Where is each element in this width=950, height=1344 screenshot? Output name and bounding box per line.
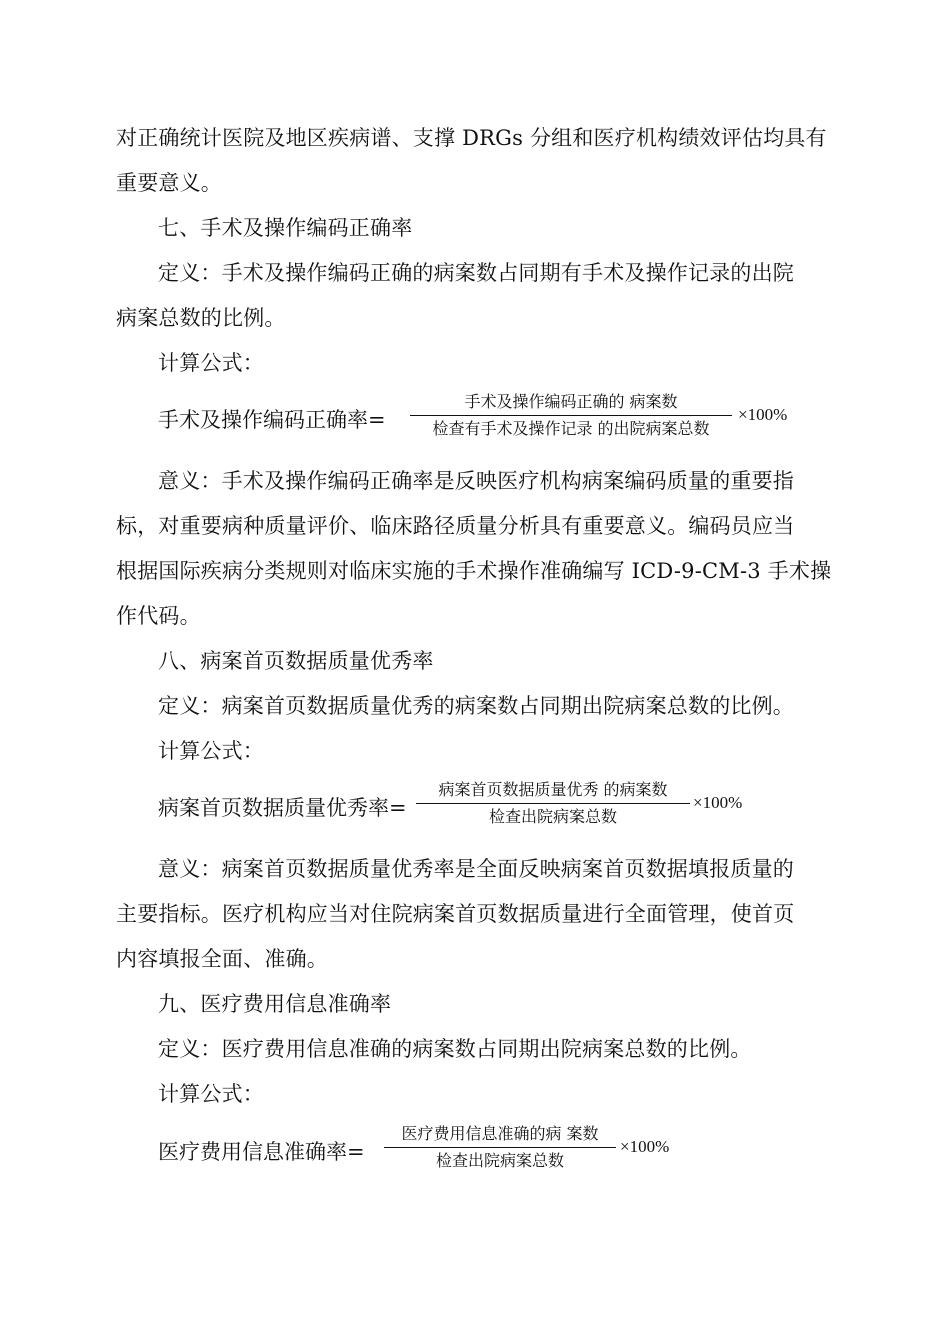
formula-caption: 计算公式： <box>158 739 264 763</box>
significance-line: 意义：手术及操作编码正确率是反映医疗机构病案编码质量的重要指 <box>158 469 794 493</box>
fraction-bar <box>384 1147 616 1148</box>
definition-line: 定义：医疗费用信息准确的病案数占同期出院病案总数的比例。 <box>158 1037 752 1061</box>
formula-multiplier: ×100% <box>620 1137 670 1156</box>
formula-caption: 计算公式： <box>158 351 264 375</box>
formula-fraction <box>416 780 690 830</box>
formula-multiplier: ×100% <box>693 793 743 812</box>
formula-numerator: 医疗费用信息准确的病 案数 <box>401 1124 599 1143</box>
significance-line: 作代码。 <box>116 604 201 628</box>
definition-line: 病案总数的比例。 <box>116 306 286 330</box>
significance-line: 主要指标。医疗机构应当对住院病案首页数据质量进行全面管理，使首页 <box>116 902 795 926</box>
section-heading-7: 七、手术及操作编码正确率 <box>158 216 413 240</box>
significance-line: 内容填报全面、准确。 <box>116 947 328 971</box>
definition-line: 定义：病案首页数据质量优秀的病案数占同期出院病案总数的比例。 <box>158 694 794 718</box>
formula-9 <box>158 1124 738 1174</box>
significance-line: 根据国际疾病分类规则对临床实施的手术操作准确编写 ICD-9-CM-3 手术操 <box>116 559 832 583</box>
formula-denominator: 检查出院病案总数 <box>488 807 617 826</box>
fraction-bar <box>410 415 732 416</box>
definition-line: 定义：手术及操作编码正确的病案数占同期有手术及操作记录的出院 <box>158 261 794 285</box>
significance-line: 意义：病案首页数据质量优秀率是全面反映病案首页数据填报质量的 <box>158 857 794 881</box>
section-heading-8: 八、病案首页数据质量优秀率 <box>158 649 434 673</box>
fraction-bar <box>416 803 690 804</box>
formula-fraction <box>384 1124 616 1174</box>
section-heading-9: 九、医疗费用信息准确率 <box>158 992 392 1016</box>
formula-fraction <box>410 392 732 442</box>
paragraph-line: 对正确统计医院及地区疾病谱、支撑 DRGs 分组和医疗机构绩效评估均具有 <box>116 126 827 150</box>
significance-line: 标，对重要病种质量评价、临床路径质量分析具有重要意义。编码员应当 <box>116 514 795 538</box>
formula-7 <box>158 392 818 442</box>
formula-label: 病案首页数据质量优秀率= <box>158 796 407 820</box>
formula-denominator: 检查出院病案总数 <box>435 1151 564 1170</box>
formula-label: 医疗费用信息准确率= <box>158 1140 365 1164</box>
formula-denominator: 检查有手术及操作记录 的出院病案总数 <box>432 419 710 438</box>
formula-numerator: 病案首页数据质量优秀 的病案数 <box>438 780 668 799</box>
formula-label: 手术及操作编码正确率= <box>158 408 386 432</box>
formula-caption: 计算公式： <box>158 1082 264 1106</box>
formula-multiplier: ×100% <box>738 405 788 424</box>
formula-numerator: 手术及操作编码正确的 病案数 <box>464 392 678 411</box>
formula-8 <box>158 780 798 830</box>
paragraph-line: 重要意义。 <box>116 171 222 195</box>
